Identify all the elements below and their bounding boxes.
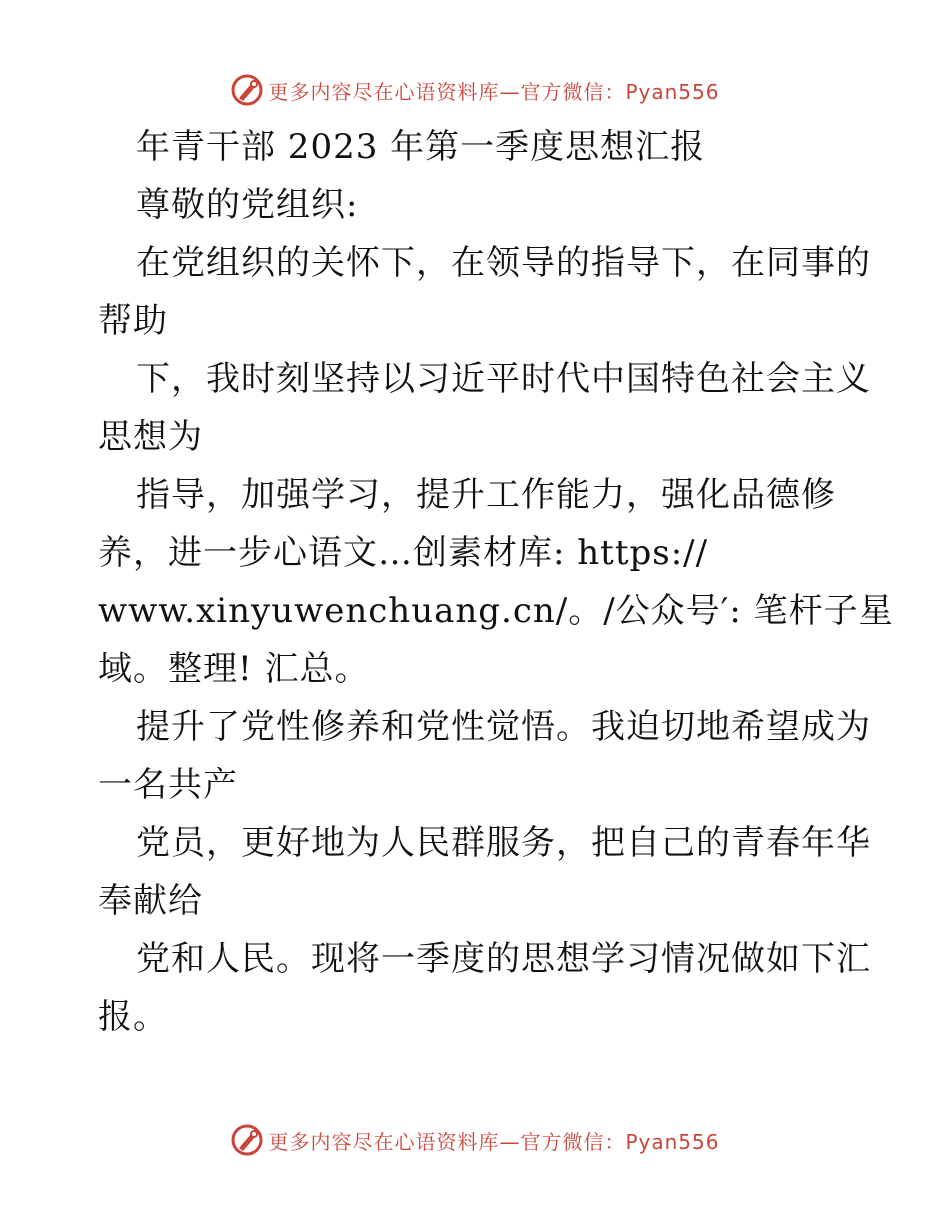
paragraph-line: 在党组织的关怀下，在领导的指导下，在同事的: [136, 243, 871, 283]
paragraph-line: 域。整理! 汇总。: [98, 649, 370, 689]
document-title: 年青干部 2023 年第一季度思想汇报: [136, 127, 706, 167]
paragraph-line: 一名共产: [98, 765, 238, 805]
paragraph-line: 思想为: [98, 417, 203, 457]
paragraph-line: 指导，加强学习，提升工作能力，强化品德修: [136, 475, 836, 515]
document-body: [98, 118, 894, 1046]
paragraph-line: www.xinyuwenchuang.cn/。/公众号′: 笔杆子星: [98, 591, 894, 631]
salutation: 尊敬的党组织:: [136, 185, 359, 225]
paragraph-line: 党和人民。现将一季度的思想学习情况做如下汇: [136, 939, 871, 979]
paragraph-line: 提升了党性修养和党性觉悟。我迫切地希望成为: [136, 707, 871, 747]
paragraph-line: 养，进一步心语文…创素材库: https://: [98, 533, 709, 573]
footer-banner-text: 更多内容尽在心语资料库—官方微信：Pyan556: [268, 1129, 720, 1154]
paragraph-line: 奉献给: [98, 881, 203, 921]
pen-logo-icon: [230, 1123, 264, 1157]
paragraph-line: 报。: [98, 997, 168, 1037]
pen-logo-icon: [230, 73, 264, 107]
footer-banner: [0, 1120, 950, 1160]
paragraph-line: 下，我时刻坚持以习近平时代中国特色社会主义: [136, 359, 871, 399]
paragraph-line: 帮助: [98, 301, 168, 341]
header-banner-text: 更多内容尽在心语资料库—官方微信：Pyan556: [268, 79, 720, 104]
paragraph-line: 党员，更好地为人民群服务，把自己的青春年华: [136, 823, 871, 863]
header-banner: [0, 70, 950, 110]
